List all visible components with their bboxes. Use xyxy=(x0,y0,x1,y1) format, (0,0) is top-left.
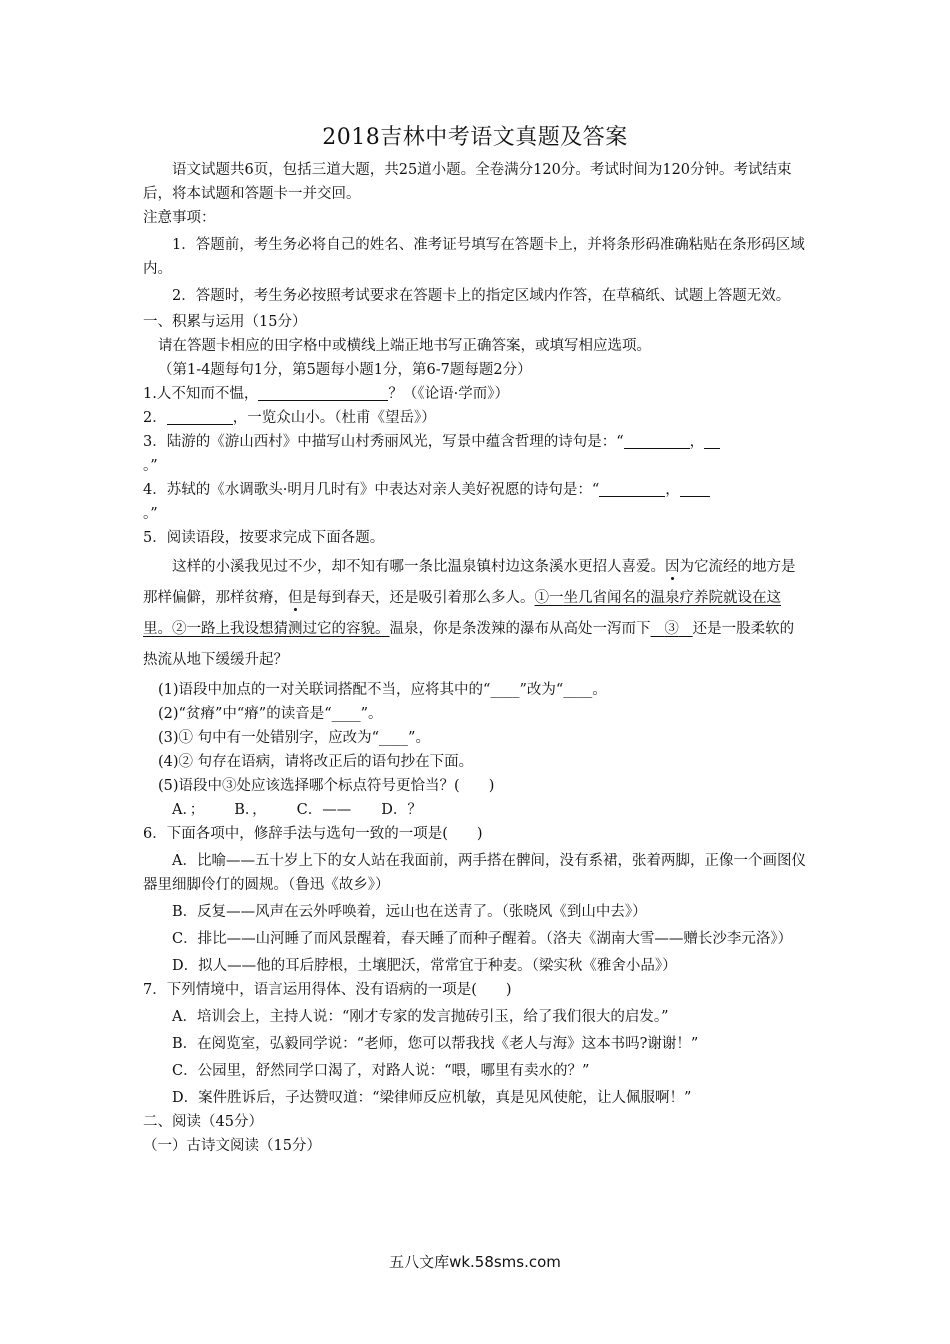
notice-item-1: 1．答题前，考生务必将自己的姓名、准考证号填写在答题卡上，并将条形码准确粘贴在条形码区域内。 xyxy=(143,237,805,277)
answer-blank xyxy=(258,384,388,401)
passage-text: 这样的小溪我见过不少，却不知有哪一条比温泉镇村边这条溪水更招人喜爱。 xyxy=(172,559,665,575)
option-b: B．， xyxy=(234,802,267,818)
question-3-end: 。” xyxy=(143,458,158,474)
dotted-char: 因 xyxy=(665,559,680,575)
punctuation-blank xyxy=(651,621,693,637)
question-3 xyxy=(143,430,808,478)
question-7-option-a: A．培训会上，主持人说：“刚才专家的发言抛砖引玉，给了我们很大的启发。” xyxy=(172,1009,669,1025)
notice-item-2: 2．答题时，考生务必按照考试要求在答题卡上的指定区域内作答，在草稿纸、试题上答题无效。 xyxy=(172,288,791,304)
question-6: 6．下面各项中，修辞手法与选句一致的一项是( ) xyxy=(143,826,483,842)
question-2 xyxy=(143,406,808,430)
question-4-comma: ， xyxy=(665,482,680,498)
question-2-text: ，一览众山小。（杜甫《望岳》） xyxy=(232,410,436,426)
passage-text: 还是一股柔软的热流从地下缓缓升起？ xyxy=(143,621,795,668)
question-4-text: 4．苏轼的《水调歌头·明月几时有》中表达对亲人美好祝愿的诗句是：“ xyxy=(143,482,600,498)
question-6-option-a: A．比喻——五十岁上下的女人站在我面前，两手搭在髀间，没有系裙，张着两脚，正像一个画图仪器里细脚伶仃的圆规。（鲁迅《故乡》） xyxy=(143,853,806,893)
question-6-option-d: D．拟人——他的耳后脖根，土壤肥沃，常常宜于种麦。（梁实秋《雅舍小品》） xyxy=(172,958,677,974)
question-6-option-b: B．反复——风声在云外呼唤着，远山也在送青了。（张晓风《到山中去》） xyxy=(172,904,647,920)
page-footer: 五八文库wk.58sms.com xyxy=(389,1253,561,1271)
sub-question-5-options xyxy=(143,798,808,822)
answer-blank xyxy=(704,432,720,449)
exam-intro: 语文试题共6页，包括三道大题，共25道小题。全卷满分120分。考试时间为120分钟。考试结束后，将本试题和答题卡一并交回。 xyxy=(143,162,792,202)
section-2-subheading: （一）古诗文阅读（15分） xyxy=(143,1138,321,1154)
dotted-char: 但 xyxy=(288,590,303,606)
answer-blank xyxy=(599,480,665,497)
question-1-source: ？（《论语·学而》） xyxy=(388,386,509,402)
question-1 xyxy=(143,382,808,406)
question-1-text: 1.人不知而不愠， xyxy=(143,386,259,402)
sub-question-1: (1)语段中加点的一对关联词搭配不当，应将其中的“____”改为“____。 xyxy=(158,682,607,698)
question-6-option-c: C．排比——山河睡了而风景醒着，春天睡了而种子醒着。（洛夫《湖南大雪——赠长沙李元洛》） xyxy=(172,931,793,947)
question-7-option-c: C．公园里，舒然同学口渴了，对路人说：“喂，哪里有卖水的？” xyxy=(172,1063,590,1079)
sentence-1: ①一坐几省闻名的温泉疗养院就设在这里。 xyxy=(143,590,781,637)
passage-text: 温泉，你是条泼辣的瀑布从高处一泻而下 xyxy=(389,621,651,637)
section-1-scoring: （第1-4题每句1分，第5题每小题1分，第6-7题每题2分） xyxy=(158,362,532,378)
question-2-number: 2． xyxy=(143,410,167,426)
option-d: D．？ xyxy=(381,802,422,818)
sub-question-3: (3)① 句中有一处错别字，应改为“____”。 xyxy=(158,730,430,746)
blank-marker: ③ xyxy=(664,621,679,637)
page-title: 2018吉林中考语文真题及答案 xyxy=(322,125,628,150)
question-7: 7．下列情境中，语言运用得体、没有语病的一项是( ) xyxy=(143,982,512,998)
option-a: A．； xyxy=(172,802,205,818)
passage-text: 为它流经的地方是那样偏僻，那样贫瘠， xyxy=(143,559,796,606)
question-7-option-b: B．在阅览室，弘毅同学说：“老师，您可以帮我找《老人与海》这本书吗?谢谢！” xyxy=(172,1036,699,1052)
notice-heading: 注意事项： xyxy=(143,210,216,226)
option-c: C．—— xyxy=(296,802,352,818)
question-7-option-d: D．案件胜诉后，子达赞叹道：“梁律师反应机敏，真是见风使舵，让人佩服啊！” xyxy=(172,1090,692,1106)
question-3-text: 3．陆游的《游山西村》中描写山村秀丽风光，写景中蕴含哲理的诗句是：“ xyxy=(143,434,624,450)
sub-question-2: (2)“贫瘠”中“瘠”的读音是“____”。 xyxy=(158,706,383,722)
answer-blank xyxy=(167,408,233,425)
answer-blank xyxy=(680,480,710,497)
question-4-end: 。” xyxy=(143,506,158,522)
question-5-intro: 5．阅读语段，按要求完成下面各题。 xyxy=(143,530,385,546)
sub-question-4: (4)② 句存在语病，请将改正后的语句抄在下面。 xyxy=(158,754,474,770)
section-1-heading: 一、积累与运用（15分） xyxy=(143,314,307,330)
question-3-comma: ， xyxy=(689,434,705,450)
passage-text: 是每到春天，还是吸引着那么多人。 xyxy=(302,590,535,606)
document-body xyxy=(143,158,808,1158)
reading-passage xyxy=(143,552,808,676)
section-2-heading: 二、阅读（45分） xyxy=(143,1114,263,1130)
answer-blank xyxy=(624,432,690,449)
sentence-2: ②一路上我设想猜测过它的容貌。 xyxy=(172,621,390,637)
section-1-instruction: 请在答题卡相应的田字格中或横线上端正地书写正确答案，或填写相应选项。 xyxy=(158,338,651,354)
question-4 xyxy=(143,478,808,526)
sub-question-5: (5)语段中③处应该选择哪个标点符号更恰当？( ) xyxy=(158,778,495,794)
